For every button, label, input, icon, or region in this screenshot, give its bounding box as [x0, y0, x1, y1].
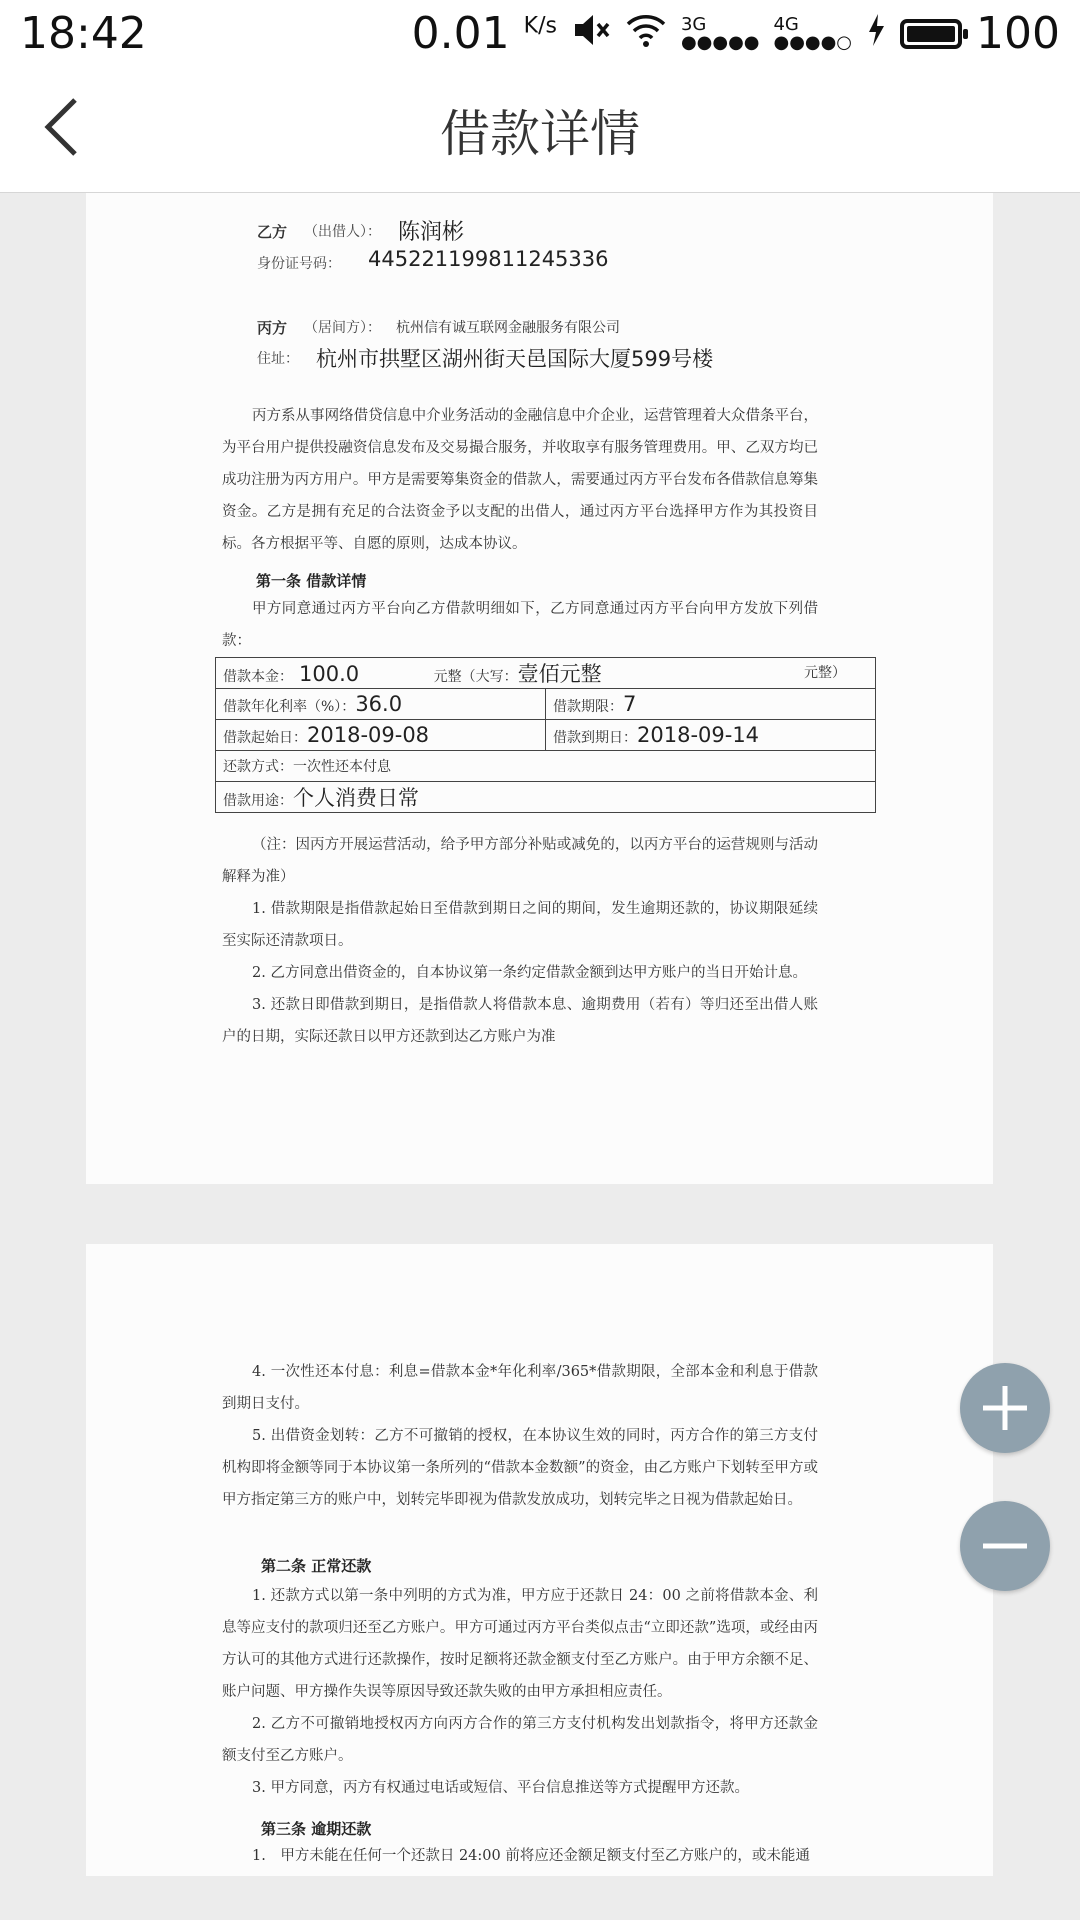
partyB-name: 陈润彬 — [398, 220, 465, 245]
term-item-5: 5. 出借资金划转：乙方不可撤销的授权，在本协议生效的同时，丙方合作的第三方支付机构即将金额等同于本协议第一条所列的“借款本金数额”的资金，由乙方账户下划转至甲方或甲方指定第三方的账户中，划转完毕即视为借款发放成功，划转完毕之日视为借款起始日。 — [222, 1428, 818, 1508]
table-row — [216, 689, 876, 720]
partyB-role: （出借人）： — [304, 224, 381, 240]
loan-details-table — [215, 657, 876, 813]
article2-item-3: 3. 甲方同意，丙方有权通过电话或短信、平台信息推送等方式提醒甲方还款。 — [252, 1780, 749, 1796]
address-value: 杭州市拱墅区湖州街天邑国际大厦599号楼 — [316, 347, 714, 371]
article2-title: 第二条 正常还款 — [261, 1557, 372, 1575]
repayment-method-cell: 还款方式：一次性还本付息 — [216, 751, 876, 782]
battery-icon — [900, 19, 962, 49]
charging-icon — [866, 8, 886, 59]
term-item-3: 3. 还款日即借款到期日，是指借款人将借款本息、逾期费用（若有）等归还至出借人账户的日期，实际还款日以甲方还款到达乙方账户为准 — [222, 997, 818, 1045]
table-row — [216, 658, 876, 689]
status-icons — [412, 8, 1060, 59]
address-label: 住址： — [257, 351, 299, 367]
status-time: 18:42 — [20, 8, 147, 59]
signal-3g-icon: 3G ●●●●● — [680, 13, 760, 53]
intro-paragraph: 丙方系从事网络借贷信息中介业务活动的金融信息中介企业，运营管理着大众借条平台，为平台用户提供投融资信息发布及交易撮合服务，并收取享有服务管理费用。甲、乙双方均已成功注册为丙方用户。甲方是需要筹集资金的借款人，需要通过丙方平台发布各借款信息筹集资金。乙方是拥有充足的合法资金予以支配的出借人，通过丙方平台选择甲方作为其投资目标。各方根据平等、自愿的原则，达成本协议。 — [222, 408, 818, 552]
article2-item-2: 2. 乙方不可撤销地授权丙方向丙方合作的第三方支付机构发出划款指令，将甲方还款金额支付至乙方账户。 — [222, 1716, 818, 1764]
term-item-2: 2. 乙方同意出借资金的，自本协议第一条约定借款金额到达甲方账户的当日开始计息。 — [252, 965, 807, 981]
title-bar — [0, 66, 1080, 193]
partyB-label: 乙方 — [257, 223, 288, 241]
table-row — [216, 782, 876, 813]
partyC-name: 杭州信有诚互联网金融服务有限公司 — [396, 320, 620, 336]
network-speed: 0.01 $^{K/s}$ — [411, 8, 557, 59]
document-page-2[interactable] — [86, 1244, 993, 1876]
table-row — [216, 720, 876, 751]
minus-icon — [975, 1516, 1035, 1576]
table-row — [216, 751, 876, 782]
article1-intro: 甲方同意通过丙方平台向乙方借款明细如下，乙方同意通过丙方平台向甲方发放下列借款： — [222, 601, 818, 649]
term-cell: 借款期限：7 — [546, 689, 876, 720]
plus-icon — [975, 1378, 1035, 1438]
document-page-1[interactable] — [86, 193, 993, 1184]
partyC-label: 丙方 — [257, 319, 288, 337]
id-value: 445221199811245336 — [368, 247, 609, 271]
signal-4g-icon: 4G ●●●●○ — [773, 13, 853, 53]
term-item-4: 4. 一次性还本付息：利息=借款本金*年化利率/365*借款期限，全部本金和利息于借款到期日支付。 — [222, 1364, 818, 1412]
battery-level: 100 — [976, 8, 1060, 59]
zoom-in-button[interactable] — [960, 1363, 1050, 1453]
partyC-role: （居间方）： — [304, 320, 381, 336]
article3-item-1: 1. 甲方未能在任何一个还款日 24:00 前将应还金额足额支付至乙方账户的，或未能通 — [252, 1848, 810, 1864]
purpose-cell: 借款用途：个人消费日常 — [216, 782, 876, 813]
article1-title: 第一条 借款详情 — [256, 572, 367, 590]
principal-cell: 借款本金： 100.0 元整（大写：壹佰元整 元整） — [216, 658, 876, 689]
status-bar — [0, 0, 1080, 66]
note-paragraph: （注：因丙方开展运营活动，给予甲方部分补贴或减免的，以丙方平台的运营规则与活动解释为准） — [222, 837, 818, 885]
article2-item-1: 1. 还款方式以第一条中列明的方式为准，甲方应于还款日 24：00 之前将借款本金、利息等应支付的款项归还至乙方账户。甲方可通过丙方平台类似点击“立即还款”选项，或经由丙方认可的其他方式进行还款操作，按时足额将还款金额支付至乙方账户。由于甲方余额不足、账户问题、甲方操作失误等原因导致还款失败的由甲方承担相应责任。 — [222, 1588, 818, 1700]
id-label: 身份证号码： — [257, 256, 341, 272]
article3-title: 第三条 逾期还款 — [261, 1820, 372, 1838]
start-date-cell: 借款起始日：2018-09-08 — [216, 720, 546, 751]
end-date-cell: 借款到期日：2018-09-14 — [546, 720, 876, 751]
term-item-1: 1. 借款期限是指借款起始日至借款到期日之间的期间，发生逾期还款的，协议期限延续至实际还清款项日。 — [222, 901, 818, 949]
page-title: 借款详情 — [440, 105, 640, 163]
mute-icon — [571, 8, 611, 59]
rate-cell: 借款年化利率（%）：36.0 — [216, 689, 546, 720]
wifi-icon — [625, 8, 667, 59]
zoom-out-button[interactable] — [960, 1501, 1050, 1591]
